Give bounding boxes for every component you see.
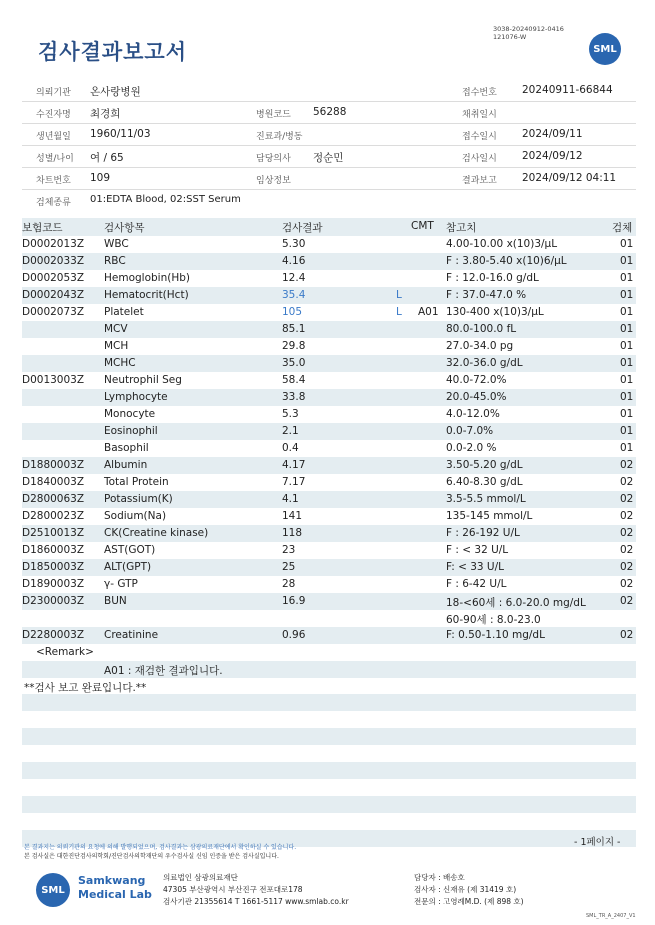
info-row (22, 80, 636, 102)
cell-reference: 3.50-5.20 g/dL (446, 459, 523, 471)
cell-result: 5.3 (282, 408, 299, 420)
cell-reference: 4.00-10.00 x(10)3/μL (446, 238, 558, 250)
header-code: 보험코드 (22, 222, 63, 234)
cell-reference: 80.0-100.0 fL (446, 323, 517, 335)
cell-reference: F : 37.0-47.0 % (446, 289, 527, 301)
cell-reference: 18-<60세 : 6.0-20.0 mg/dL (446, 597, 586, 609)
cell-reference: 135-145 mmol/L (446, 510, 533, 522)
cell-reference: 27.0-34.0 pg (446, 340, 514, 352)
info-value: 2024/09/12 (522, 150, 583, 162)
cell-code: D0002013Z (22, 238, 85, 250)
form-version: SML_TR_A_2407_V1 (586, 913, 636, 919)
header-name: 검사항목 (104, 222, 145, 234)
cell-result: 23 (282, 544, 296, 556)
cell-name: Albumin (104, 459, 148, 471)
cell-specimen: 02 (620, 595, 634, 607)
cell-specimen: 01 (620, 340, 634, 352)
header-specimen: 검체 (612, 222, 633, 234)
info-value: 56288 (313, 106, 347, 118)
info-label: 접수일시 (462, 132, 497, 142)
info-value: 109 (90, 172, 111, 184)
cell-result: 16.9 (282, 595, 306, 607)
cell-code: D2800063Z (22, 493, 85, 505)
cell-specimen: 01 (620, 391, 634, 403)
cell-result: 25 (282, 561, 296, 573)
cell-name: Sodium(Na) (104, 510, 167, 522)
cell-result: 58.4 (282, 374, 306, 386)
cell-name: CK(Creatine kinase) (104, 527, 209, 539)
cell-code: D2280003Z (22, 629, 85, 641)
cell-result: 105 (282, 306, 303, 318)
table-row (22, 236, 636, 253)
info-label: 생년월일 (36, 132, 71, 142)
table-header (22, 218, 636, 236)
table-row (22, 321, 636, 338)
cell-specimen: 01 (620, 306, 634, 318)
remark-note: A01 : 재검한 결과입니다. (104, 665, 223, 677)
cell-result: 4.16 (282, 255, 306, 267)
cell-code: D1850003Z (22, 561, 85, 573)
table-row (22, 559, 636, 576)
cell-specimen: 01 (620, 357, 634, 369)
cell-cmt: A01 (418, 306, 439, 318)
cell-name: Lymphocyte (104, 391, 168, 403)
cell-reference: F: < 33 U/L (446, 561, 505, 573)
cell-result: 4.17 (282, 459, 306, 471)
info-value: 최경희 (90, 108, 121, 120)
info-label: 성별/나이 (36, 154, 74, 164)
info-value: 온사랑병원 (90, 86, 141, 98)
table-row (22, 491, 636, 508)
staff-signatures: 담당자 : 배송호 검사자 : 신재유 (제 31419 호) 전문의 : 고영례M.D. (제 898 호) (414, 873, 524, 906)
table-row (22, 542, 636, 559)
cell-result: 5.30 (282, 238, 306, 250)
cell-code: D0002053Z (22, 272, 85, 284)
cell-result: 2.1 (282, 425, 299, 437)
cell-result: 29.8 (282, 340, 306, 352)
cell-name: ALT(GPT) (104, 561, 152, 573)
cell-result: 0.4 (282, 442, 299, 454)
cell-specimen: 01 (620, 255, 634, 267)
cell-code: D0002043Z (22, 289, 85, 301)
cell-result: 7.17 (282, 476, 306, 488)
info-label: 결과보고 (462, 176, 497, 186)
cell-result: 141 (282, 510, 303, 522)
cell-name: BUN (104, 595, 127, 607)
report-complete-row (22, 678, 636, 695)
cell-specimen: 02 (620, 493, 634, 505)
cell-specimen: 02 (620, 476, 634, 488)
cell-specimen: 02 (620, 578, 634, 590)
empty-row (22, 796, 636, 813)
cell-reference: F : 6-42 U/L (446, 578, 507, 590)
cell-name: γ- GTP (104, 578, 138, 590)
cell-name: Neutrophil Seg (104, 374, 182, 386)
cell-code: D1880003Z (22, 459, 85, 471)
specimen-value: 01:EDTA Blood, 02:SST Serum (90, 194, 241, 205)
cell-result: 118 (282, 527, 303, 539)
info-row (22, 102, 636, 124)
cell-name: Monocyte (104, 408, 156, 420)
sml-logo-icon: SML (589, 33, 621, 65)
cell-name: Potassium(K) (104, 493, 173, 505)
cell-name: Hematocrit(Hct) (104, 289, 189, 301)
cell-reference: 0.0-2.0 % (446, 442, 497, 454)
empty-row (22, 762, 636, 779)
empty-row (22, 694, 636, 711)
cell-reference: F: 0.50-1.10 mg/dL (446, 629, 545, 641)
cell-specimen: 02 (620, 629, 634, 641)
cell-reference: 6.40-8.30 g/dL (446, 476, 523, 488)
info-value: 1960/11/03 (90, 128, 151, 140)
info-label: 진료과/병동 (256, 132, 303, 142)
cell-name: Hemoglobin(Hb) (104, 272, 191, 284)
cell-reference: 0.0-7.0% (446, 425, 494, 437)
remark-note-row (22, 661, 636, 678)
table-row (22, 593, 636, 610)
table-row (22, 423, 636, 440)
cell-specimen: 01 (620, 442, 634, 454)
cell-code: D1840003Z (22, 476, 85, 488)
org-name: Samkwang Medical Lab (78, 874, 152, 901)
info-value: 2024/09/12 04:11 (522, 172, 617, 184)
table-row (22, 270, 636, 287)
cell-name: Total Protein (104, 476, 169, 488)
cell-code: D2300003Z (22, 595, 85, 607)
info-row (22, 168, 636, 190)
info-label: 접수번호 (462, 88, 497, 98)
cell-name: RBC (104, 255, 126, 267)
cell-reference: 20.0-45.0% (446, 391, 507, 403)
header-reference: 참고치 (446, 222, 477, 234)
cell-reference: F : 3.80-5.40 x(10)6/μL (446, 255, 567, 267)
cell-reference: 60-90세 : 8.0-23.0 (446, 614, 541, 626)
info-label: 임상정보 (256, 176, 291, 186)
cell-reference: 40.0-72.0% (446, 374, 507, 386)
table-row (22, 406, 636, 423)
info-value: 20240911-66844 (522, 84, 613, 96)
cell-specimen: 01 (620, 272, 634, 284)
cell-name: MCV (104, 323, 128, 335)
cell-name: WBC (104, 238, 129, 250)
cell-name: Platelet (104, 306, 144, 318)
table-row (22, 355, 636, 372)
cell-code: D0002033Z (22, 255, 85, 267)
table-row (22, 440, 636, 457)
cell-reference: 130-400 x(10)3/μL (446, 306, 544, 318)
cell-name: MCH (104, 340, 129, 352)
cell-code: D2510013Z (22, 527, 85, 539)
cell-name: Basophil (104, 442, 149, 454)
table-row (22, 304, 636, 321)
cell-reference: 3.5-5.5 mmol/L (446, 493, 526, 505)
results-table (22, 218, 636, 695)
cell-reference: F : 12.0-16.0 g/dL (446, 272, 539, 284)
table-row (22, 457, 636, 474)
cell-name: MCHC (104, 357, 136, 369)
cell-flag: L (396, 306, 402, 318)
cell-specimen: 01 (620, 238, 634, 250)
report-complete: **검사 보고 완료입니다.** (24, 682, 147, 694)
info-label: 검사일시 (462, 154, 497, 164)
cell-specimen: 02 (620, 527, 634, 539)
cell-code: D1860003Z (22, 544, 85, 556)
cell-specimen: 01 (620, 408, 634, 420)
cell-result: 35.0 (282, 357, 306, 369)
cell-result: 4.1 (282, 493, 299, 505)
remark-label: <Remark> (36, 646, 94, 658)
report-title: 검사결과보고서 (38, 40, 188, 64)
info-value: 정순민 (313, 152, 344, 164)
table-row (22, 474, 636, 491)
cell-result: 85.1 (282, 323, 306, 335)
cell-code: D0013003Z (22, 374, 85, 386)
cell-result: 12.4 (282, 272, 306, 284)
info-label: 담당의사 (256, 154, 291, 164)
cell-result: 35.4 (282, 289, 306, 301)
table-row (22, 610, 636, 627)
info-label: 병원코드 (256, 110, 291, 120)
table-row (22, 389, 636, 406)
cell-specimen: 01 (620, 374, 634, 386)
header-result: 검사결과 (282, 222, 323, 234)
cell-result: 33.8 (282, 391, 306, 403)
info-row (22, 146, 636, 168)
cell-reference: 4.0-12.0% (446, 408, 500, 420)
cell-reference: F : 26-192 U/L (446, 527, 520, 539)
table-row (22, 627, 636, 644)
page-number: - 1페이지 - (574, 837, 621, 848)
cell-specimen: 01 (620, 425, 634, 437)
info-value: 여 / 65 (90, 152, 124, 164)
cell-specimen: 02 (620, 544, 634, 556)
table-row (22, 576, 636, 593)
cell-reference: F : < 32 U/L (446, 544, 509, 556)
document-id: 3038-20240912-0416 121076-W (493, 25, 564, 41)
org-address: 의료법인 삼광의료재단 47305 부산광역시 부산진구 전포대로178 검사기관 21355614 T 1661-5117 www.smlab.co.kr (163, 873, 349, 906)
table-row (22, 338, 636, 355)
cell-flag: L (396, 289, 402, 301)
cell-code: D2800023Z (22, 510, 85, 522)
cell-result: 28 (282, 578, 296, 590)
cell-name: Eosinophil (104, 425, 158, 437)
cell-specimen: 02 (620, 510, 634, 522)
info-row (22, 124, 636, 146)
cell-specimen: 01 (620, 323, 634, 335)
cell-specimen: 02 (620, 459, 634, 471)
table-row (22, 508, 636, 525)
cell-code: D0002073Z (22, 306, 85, 318)
table-row (22, 253, 636, 270)
sml-footer-logo-icon: SML (36, 873, 70, 907)
footnote-1: 본 결과지는 의뢰기관의 요청에 의해 발행되었으며, 검사결과는 삼광의료재단에서 확인하실 수 있습니다. (24, 844, 297, 851)
cell-specimen: 01 (620, 289, 634, 301)
table-row (22, 287, 636, 304)
table-row (22, 372, 636, 389)
info-label: 차트번호 (36, 176, 71, 186)
patient-info (22, 80, 636, 211)
footnote-2: 본 검사실은 대한진단검사의학회/진단검사의학재단의 우수검사실 신임 인증을 받은 검사실입니다. (24, 853, 279, 860)
info-label: 의뢰기관 (36, 88, 71, 98)
cell-result: 0.96 (282, 629, 306, 641)
info-label: 검체종류 (36, 198, 71, 208)
cell-specimen: 02 (620, 561, 634, 573)
cell-name: AST(GOT) (104, 544, 156, 556)
info-row-specimen (22, 190, 636, 211)
cell-reference: 32.0-36.0 g/dL (446, 357, 523, 369)
cell-code: D1890003Z (22, 578, 85, 590)
info-label: 수진자명 (36, 110, 71, 120)
header-cmt: CMT (411, 220, 434, 232)
remark-row (22, 644, 636, 661)
info-value: 2024/09/11 (522, 128, 583, 140)
empty-row (22, 728, 636, 745)
info-label: 채취일시 (462, 110, 497, 120)
table-row (22, 525, 636, 542)
cell-name: Creatinine (104, 629, 159, 641)
